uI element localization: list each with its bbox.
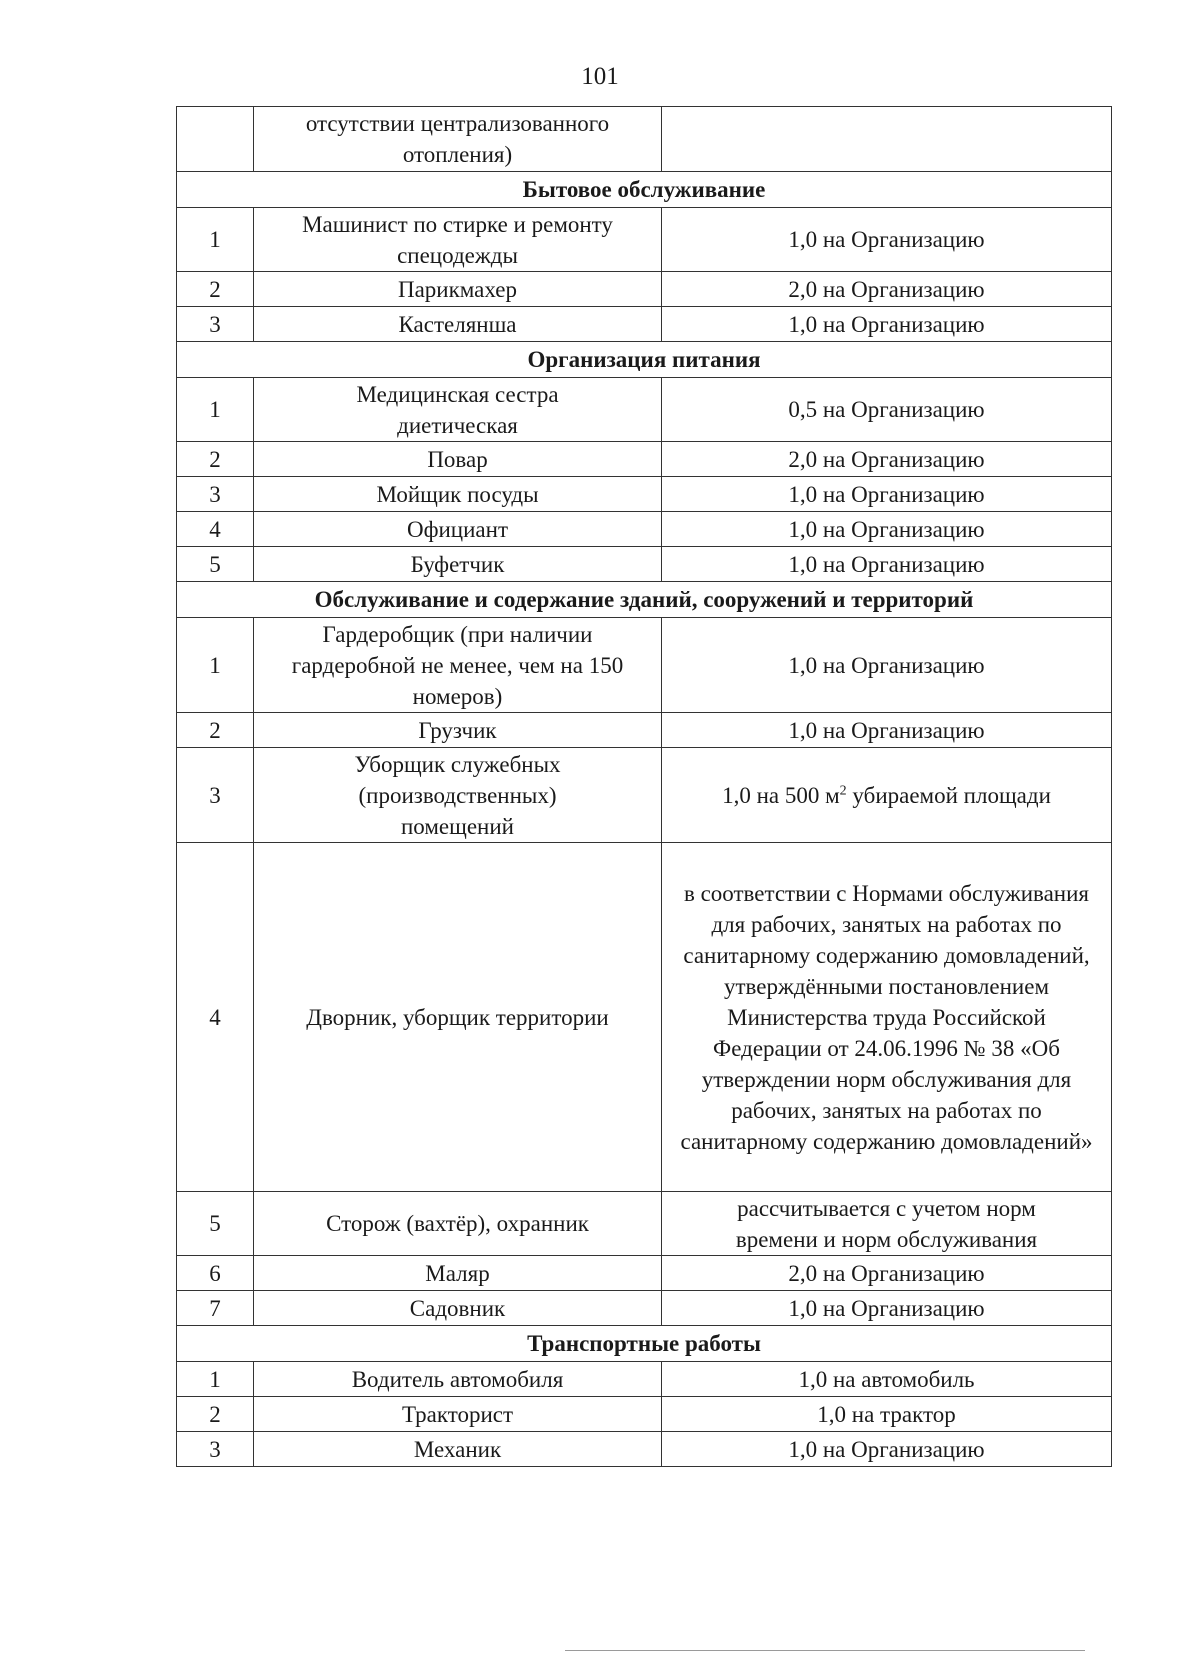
row-number-cell: 3 xyxy=(177,477,254,512)
table-row xyxy=(177,547,1112,582)
table-row xyxy=(177,378,1112,442)
row-number-cell xyxy=(177,107,254,172)
row-number-cell: 4 xyxy=(177,512,254,547)
position-cell: Садовник xyxy=(254,1291,662,1326)
section-title: Обслуживание и содержание зданий, сооружений и территорий xyxy=(177,582,1112,618)
position-cell: Дворник, уборщик территории xyxy=(254,843,662,1192)
norm-cell: 1,0 на Организацию xyxy=(662,713,1112,748)
row-number-cell: 5 xyxy=(177,1192,254,1256)
row-number-cell: 6 xyxy=(177,1256,254,1291)
position-cell: Повар xyxy=(254,442,662,477)
position-cell: Официант xyxy=(254,512,662,547)
row-number-cell: 1 xyxy=(177,618,254,713)
norm-cell: 1,0 на Организацию xyxy=(662,618,1112,713)
position-cell: Маляр xyxy=(254,1256,662,1291)
norm-cell: 1,0 на Организацию xyxy=(662,1432,1112,1467)
norm-cell: 1,0 на Организацию xyxy=(662,477,1112,512)
table-row xyxy=(177,477,1112,512)
position-cell: Механик xyxy=(254,1432,662,1467)
table-row xyxy=(177,1362,1112,1397)
staffing-norms-table xyxy=(176,106,1112,1467)
row-number-cell: 1 xyxy=(177,378,254,442)
position-cell: Тракторист xyxy=(254,1397,662,1432)
section-header-row xyxy=(177,172,1112,208)
norm-cell: 1,0 на Организацию xyxy=(662,307,1112,342)
row-number-cell: 1 xyxy=(177,208,254,272)
norm-cell: 2,0 на Организацию xyxy=(662,1256,1112,1291)
table-row xyxy=(177,208,1112,272)
table-row-continuation xyxy=(177,107,1112,172)
section-title: Бытовое обслуживание xyxy=(177,172,1112,208)
table-row xyxy=(177,618,1112,713)
section-header-row xyxy=(177,342,1112,378)
position-cell: Мойщик посуды xyxy=(254,477,662,512)
position-cell: Медицинская сестра диетическая xyxy=(254,378,662,442)
table-row xyxy=(177,272,1112,307)
row-number-cell: 2 xyxy=(177,713,254,748)
row-number-cell: 3 xyxy=(177,307,254,342)
norm-cell xyxy=(662,107,1112,172)
position-cell: Парикмахер xyxy=(254,272,662,307)
row-number-cell: 1 xyxy=(177,1362,254,1397)
table-row xyxy=(177,1397,1112,1432)
position-cell: Гардеробщик (при наличии гардеробной не менее, чем на 150 номеров) xyxy=(254,618,662,713)
position-cell: отсутствии централизованного отопления) xyxy=(254,107,662,172)
position-cell: Машинист по стирке и ремонту спецодежды xyxy=(254,208,662,272)
position-cell: Грузчик xyxy=(254,713,662,748)
row-number-cell: 7 xyxy=(177,1291,254,1326)
position-cell: Сторож (вахтёр), охранник xyxy=(254,1192,662,1256)
table-row xyxy=(177,442,1112,477)
norm-cell: 1,0 на Организацию xyxy=(662,208,1112,272)
norm-cell: 0,5 на Организацию xyxy=(662,378,1112,442)
position-cell: Буфетчик xyxy=(254,547,662,582)
section-header-row xyxy=(177,582,1112,618)
table-row xyxy=(177,1192,1112,1256)
norm-cell: 2,0 на Организацию xyxy=(662,442,1112,477)
section-title: Транспортные работы xyxy=(177,1326,1112,1362)
table-row xyxy=(177,748,1112,843)
position-cell: Водитель автомобиля xyxy=(254,1362,662,1397)
row-number-cell: 2 xyxy=(177,272,254,307)
table-row xyxy=(177,1256,1112,1291)
page-number: 101 xyxy=(581,63,619,90)
norm-text: 1,0 на 500 м xyxy=(722,782,840,808)
table-row xyxy=(177,512,1112,547)
norm-text: убираемой площади xyxy=(846,782,1051,808)
table-row xyxy=(177,1432,1112,1467)
row-number-cell: 3 xyxy=(177,748,254,843)
norm-cell: 1,0 на Организацию xyxy=(662,1291,1112,1326)
table-row xyxy=(177,307,1112,342)
position-cell: Уборщик служебных (производственных) помещений xyxy=(254,748,662,843)
row-number-cell: 2 xyxy=(177,1397,254,1432)
norm-cell: 2,0 на Организацию xyxy=(662,272,1112,307)
section-title: Организация питания xyxy=(177,342,1112,378)
row-number-cell: 4 xyxy=(177,843,254,1192)
scan-edge-line xyxy=(565,1650,1085,1651)
norm-cell: в соответствии с Нормами обслуживания для рабочих, занятых на работах по санитарному содержанию домовладений, утверждёнными постановлением Министерства труда Российской Федерации от 24.06.1996 № 38 «Об утверждении норм обслуживания для рабочих, занятых на работах по санитарному содержанию домовладений» xyxy=(662,843,1112,1192)
superscript-text: 2 xyxy=(839,782,847,798)
norm-cell: 1,0 на Организацию xyxy=(662,547,1112,582)
row-number-cell: 3 xyxy=(177,1432,254,1467)
position-cell: Кастелянша xyxy=(254,307,662,342)
norm-cell: 1,0 на автомобиль xyxy=(662,1362,1112,1397)
section-header-row xyxy=(177,1326,1112,1362)
norm-cell: 1,0 на Организацию xyxy=(662,512,1112,547)
table-row xyxy=(177,843,1112,1192)
row-number-cell: 2 xyxy=(177,442,254,477)
row-number-cell: 5 xyxy=(177,547,254,582)
table-row xyxy=(177,1291,1112,1326)
norm-cell xyxy=(662,748,1112,843)
norm-cell: рассчитывается с учетом норм времени и норм обслуживания xyxy=(662,1192,1112,1256)
table-row xyxy=(177,713,1112,748)
norm-cell: 1,0 на трактор xyxy=(662,1397,1112,1432)
